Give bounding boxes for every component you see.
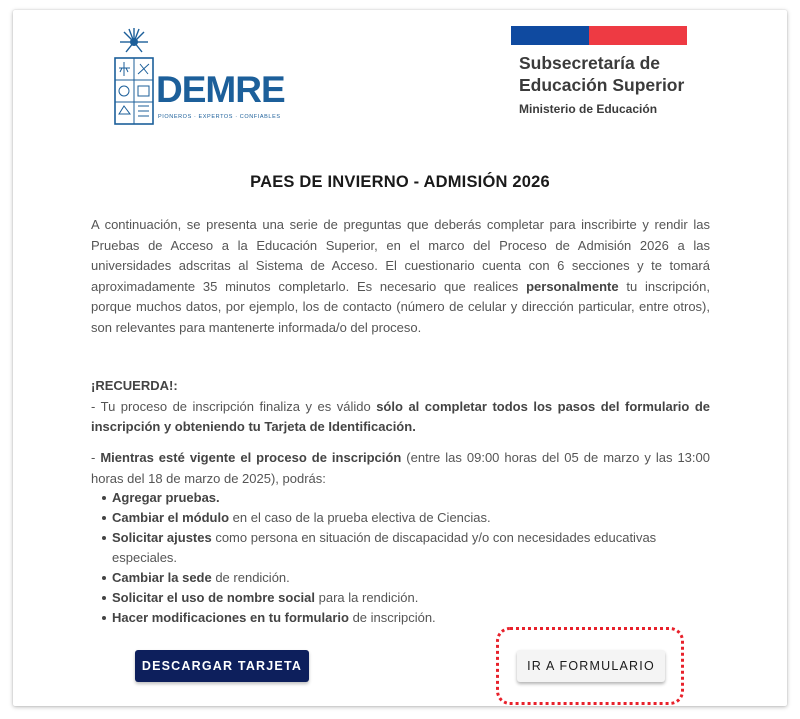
reminder-text-1: - Tu proceso de inscripción finaliza y es válido bbox=[91, 398, 377, 414]
flag-blue-stripe bbox=[511, 26, 589, 45]
period-prefix: - bbox=[91, 450, 101, 465]
intro-paragraph bbox=[91, 215, 710, 338]
list-item bbox=[101, 488, 711, 508]
list-item-text: para la rendición. bbox=[315, 590, 419, 605]
reminder-block bbox=[91, 376, 710, 438]
list-item-bold: Solicitar el uso de nombre social bbox=[112, 590, 316, 605]
list-item-bold: Cambiar el módulo bbox=[112, 510, 230, 525]
subsecretaria-line2: Educación Superior bbox=[519, 75, 685, 95]
allowed-actions-list bbox=[101, 488, 711, 628]
list-item-text: en el caso de la prueba electiva de Ciencias. bbox=[229, 510, 491, 525]
list-item-bold: Agregar pruebas. bbox=[112, 490, 220, 505]
go-to-form-button[interactable]: IR A FORMULARIO bbox=[517, 650, 665, 682]
intro-bold: personalmente bbox=[526, 278, 619, 294]
demre-logo bbox=[114, 26, 294, 136]
main-card bbox=[13, 10, 787, 706]
period-rest: (entre las 09:00 horas del 05 de marzo y las 13:00 horas del 18 de marzo de 2025), podrás: bbox=[91, 450, 710, 486]
list-item-text: como persona en situación de discapacidad y/o con necesidades educativas especiales. bbox=[112, 530, 657, 565]
reminder-text bbox=[91, 397, 710, 438]
list-item bbox=[101, 528, 711, 568]
ministry-name: Ministerio de Educación bbox=[519, 102, 658, 116]
list-item-bold: Solicitar ajustes bbox=[112, 530, 212, 545]
flag-red-stripe bbox=[589, 26, 687, 45]
reminder-heading: ¡RECUERDA!: bbox=[91, 378, 178, 393]
subsecretaria-line1: Subsecretaría de bbox=[519, 53, 661, 73]
list-item bbox=[101, 568, 711, 588]
download-card-button[interactable]: DESCARGAR TARJETA bbox=[135, 650, 309, 682]
list-item-text: de inscripción. bbox=[348, 610, 436, 625]
intro-text-1: A continuación, se presenta una serie de preguntas que deberás completar para inscribirte y rendir las Pruebas de Acceso a la Educación Superior, en el marco del Proceso de Admisión 2026 a las universidades adscritas al Sistema de Acceso. El cuestionario cuenta con 6 secciones y te tomará aproximadamente 35 minutos completarlo. Es necesario que realices bbox=[91, 217, 710, 294]
subsecretaria-title bbox=[519, 52, 684, 96]
subsecretaria-logo bbox=[511, 26, 701, 126]
demre-tagline: PIONEROS · EXPERTOS · CONFIABLES bbox=[158, 114, 281, 120]
demre-wordmark: DEMRE bbox=[156, 69, 285, 110]
period-bold: Mientras esté vigente el proceso de inscripción bbox=[100, 450, 402, 465]
list-item bbox=[101, 608, 711, 628]
reminder-bold: sólo al completar todos los pasos del formulario de inscripción y obteniendo tu Tarjeta de Identificación. bbox=[91, 398, 710, 434]
list-item-text: de rendición. bbox=[211, 570, 290, 585]
intro-text-2: tu inscripción, porque muchos datos, por ejemplo, los de contacto (número de celular y dirección particular, entre otros), son relevantes para mantenerte informada/o del proceso. bbox=[91, 278, 711, 335]
list-item-bold: Hacer modificaciones en tu formulario bbox=[112, 610, 349, 625]
list-item-bold: Cambiar la sede bbox=[112, 570, 212, 585]
list-item bbox=[101, 508, 711, 528]
list-item bbox=[101, 588, 711, 608]
page-title: PAES DE INVIERNO - ADMISIÓN 2026 bbox=[250, 173, 550, 191]
inscription-period-text bbox=[91, 448, 710, 489]
